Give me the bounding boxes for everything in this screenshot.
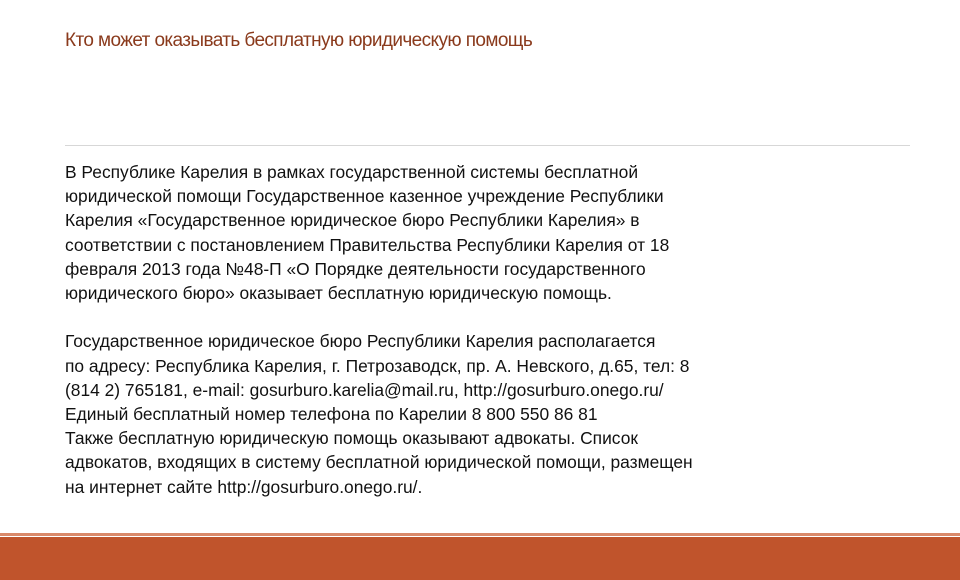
body-line: юридической помощи Государственное казенное учреждение Республики [65, 186, 664, 207]
body-line: Государственное юридическое бюро Республики Карелия располагается [65, 331, 656, 352]
paragraph-bureau-contacts [65, 329, 805, 498]
footer-band [0, 537, 960, 580]
paragraph-gap [65, 305, 805, 329]
title-divider [65, 145, 910, 146]
contacts-line: (814 2) 765181, e-mail: gosurburo.karelia@mail.ru, http://gosurburo.onego.ru/ [65, 379, 664, 400]
body-line: Карелия «Государственное юридическое бюро Республики Карелия» в [65, 210, 640, 231]
body-line: февраля 2013 года №48-П «О Порядке деятельности государственного [65, 258, 646, 279]
website-line: на интернет сайте http://gosurburo.onego.ru/. [65, 476, 423, 497]
body-line: соответствии с постановлением Правительства Республики Карелия от 18 [65, 234, 670, 255]
slide-title: Кто может оказывать бесплатную юридическую помощь [65, 30, 533, 51]
slide-body [65, 160, 805, 499]
paragraph-free-legal-aid-system [65, 160, 805, 305]
body-line: юридического бюро» оказывает бесплатную юридическую помощь. [65, 283, 612, 304]
body-line: адвокатов, входящих в систему бесплатной юридической помощи, размещен [65, 452, 693, 473]
hotline-line: Единый бесплатный номер телефона по Карелии 8 800 550 86 81 [65, 404, 598, 425]
address-line: по адресу: Республика Карелия, г. Петрозаводск, пр. А. Невского, д.65, тел: 8 [65, 355, 690, 376]
body-line: Также бесплатную юридическую помощь оказывают адвокаты. Список [65, 428, 638, 449]
footer-accent-stripe [0, 533, 960, 536]
body-line: В Республике Карелия в рамках государственной системы бесплатной [65, 162, 639, 182]
